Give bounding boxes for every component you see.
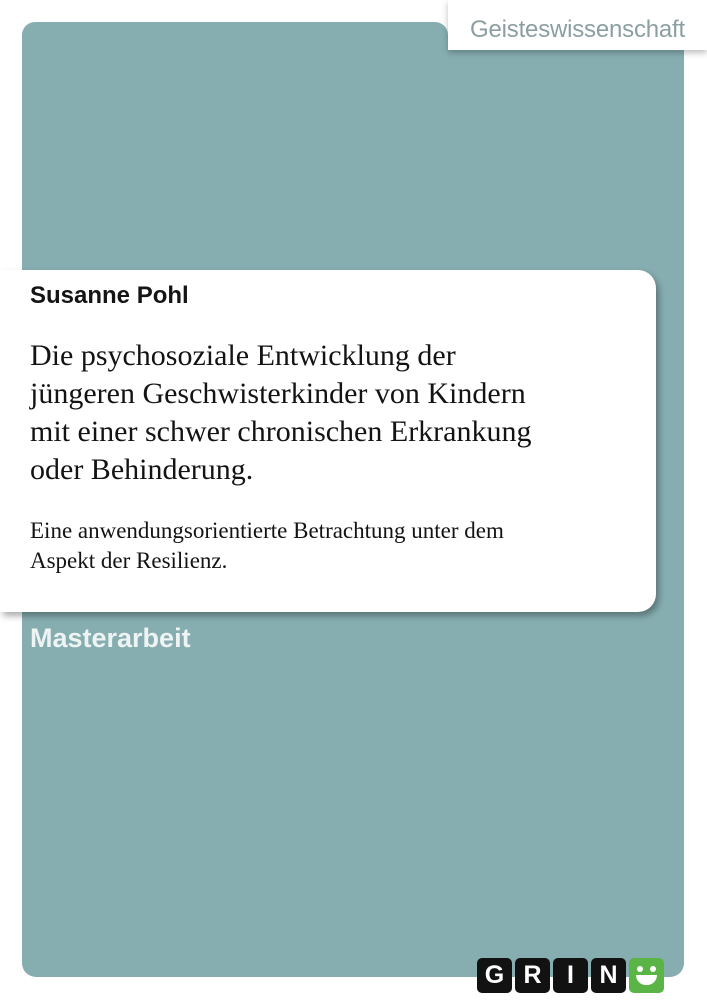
logo-tile-r: R [515, 958, 550, 993]
smiley-eye-left [637, 966, 643, 972]
title-line: jüngeren Geschwisterkinder von Kindern [30, 377, 526, 410]
subtitle-line: Aspekt der Resilienz. [30, 548, 228, 573]
title-line: Die psychosoziale Entwicklung der [30, 339, 456, 372]
smiley-icon [629, 958, 664, 993]
book-subtitle [30, 516, 614, 576]
title-line: oder Behinderung. [30, 453, 254, 486]
category-label: Geisteswissenschaft [470, 16, 685, 43]
thesis-type-label: Masterarbeit [30, 623, 191, 653]
subtitle-line: Eine anwendungsorientierte Betrachtung unter dem [30, 518, 504, 543]
category-tab [448, 0, 707, 50]
book-title [30, 337, 614, 489]
title-line: mit einer schwer chronischen Erkrankung [30, 415, 532, 448]
smiley-mouth [636, 975, 657, 985]
logo-tile-g: G [477, 958, 512, 993]
author-name: Susanne Pohl [30, 282, 189, 309]
smiley-eye-right [650, 966, 656, 972]
logo-tile-n: N [591, 958, 626, 993]
logo-tile-i: I [553, 958, 588, 993]
grin-logo [477, 958, 664, 993]
title-card [0, 270, 656, 612]
